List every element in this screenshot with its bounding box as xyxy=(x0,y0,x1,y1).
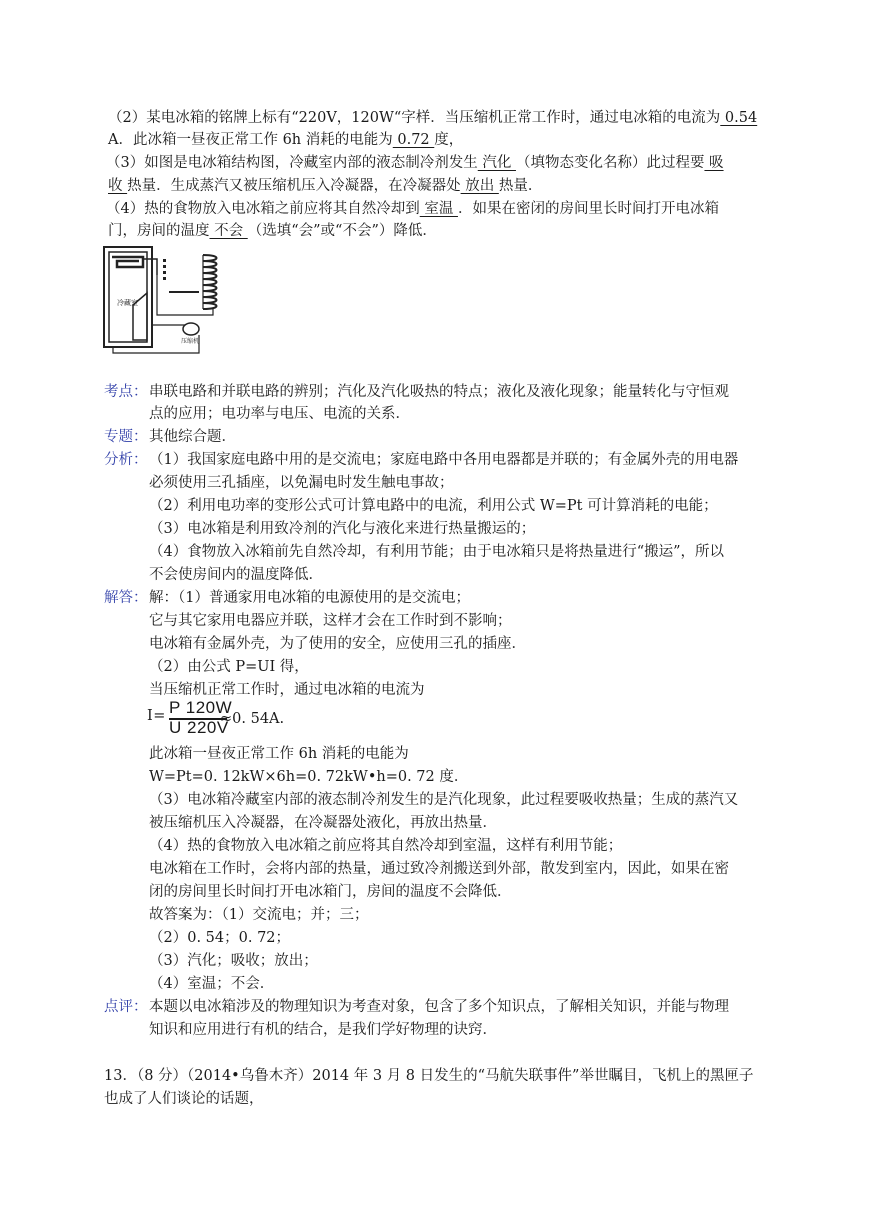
q2-text-3: 度， xyxy=(434,132,464,148)
figure-label-compressor: 压缩机 xyxy=(181,338,200,345)
label-dianping: 点评： xyxy=(104,999,148,1015)
answer-no: 不会 xyxy=(209,223,248,239)
jieda-line-10: （4）热的食物放入电冰箱之前应将其自然冷却到室温，这样有利用节能； xyxy=(149,838,623,854)
q2-line-1 xyxy=(108,108,757,128)
q3-text-2: （填物态变化名称）此过程要 xyxy=(515,155,705,171)
jieda-line-7: W=Pt=0. 12kW×6h=0. 72kW•h=0. 72 度． xyxy=(149,769,469,785)
label-kaodian: 考点： xyxy=(104,384,148,400)
q13-line-1: 13．（8 分）（2014•乌鲁木齐）2014 年 3 月 8 日发生的“马航失联事件”举世瞩目，飞机上的黑匣子 xyxy=(104,1068,754,1084)
jieda-line-14: （2）0. 54；0. 72； xyxy=(149,930,291,946)
jieda-line-3: 电冰箱有金属外壳，为了使用的安全，应使用三孔的插座． xyxy=(149,636,526,652)
fenxi-line-2: 必须使用三孔插座，以免漏电时发生触电事故； xyxy=(149,475,454,491)
jieda-line-1: 解：（1）普通家用电冰箱的电源使用的是交流电； xyxy=(149,590,470,606)
jieda-line-16: （4）室温；不会． xyxy=(149,976,275,992)
jieda-line-6: 此冰箱一昼夜正常工作 6h 消耗的电能为 xyxy=(149,746,409,762)
formula-numerator: P 120W xyxy=(169,698,233,717)
jieda-line-5: 当压缩机正常工作时，通过电冰箱的电流为 xyxy=(149,682,425,698)
dianping-line-1: 本题以电冰箱涉及的物理知识为考查对象，包含了多个知识点，了解相关知识，并能与物理 xyxy=(149,999,729,1015)
q4-text-3: 门，房间的温度 xyxy=(108,223,210,239)
label-jieda: 解答： xyxy=(104,590,148,606)
jieda-line-8: （3）电冰箱冷藏室内部的液态制冷剂发生的是汽化现象，此过程要吸收热量；生成的蒸汽又 xyxy=(149,792,739,808)
fenxi-line-5: （4）食物放入冰箱前先自然冷却，有利用节能；由于电冰箱只是将热量进行“搬运”，所以 xyxy=(149,544,725,560)
formula-denominator: U 220V xyxy=(169,718,229,737)
fenxi-line-1: （1）我国家庭电路中用的是交流电；家庭电路中各用电器都是并联的；有金属外壳的用电器 xyxy=(149,452,739,468)
formula-lhs: I= xyxy=(147,708,166,724)
jieda-line-4: （2）由公式 P=UI 得， xyxy=(149,659,309,675)
jieda-line-12: 闭的房间里长时间打开电冰箱门，房间的温度不会降低． xyxy=(149,884,512,900)
jieda-line-2: 它与其它家用电器应并联，这样才会在工作时到不影响； xyxy=(149,613,512,629)
answer-vaporize: 汽化 xyxy=(477,155,516,171)
kaodian-line-1: 串联电路和并联电路的辨别；汽化及汽化吸热的特点；液化及液化现象；能量转化与守恒观 xyxy=(149,384,729,400)
q3-line-2 xyxy=(108,176,542,196)
jieda-line-11: 电冰箱在工作时，会将内部的热量，通过致冷剂搬送到外部，散发到室内，因此，如果在密 xyxy=(149,861,729,877)
figure-label-cold-room: 冷藏室 xyxy=(117,299,138,307)
q4-line-1 xyxy=(106,199,719,219)
answer-absorb-cont: 收 xyxy=(108,178,128,194)
q3-line-1 xyxy=(106,153,724,173)
dianping-line-2: 知识和应用进行有机的结合，是我们学好物理的诀窍． xyxy=(149,1022,497,1038)
q13-line-2: 也成了人们谈论的话题， xyxy=(104,1091,264,1107)
refrigerator-structure-figure xyxy=(103,245,241,357)
jieda-line-13: 故答案为：（1）交流电；并；三； xyxy=(149,907,369,923)
label-fenxi: 分析： xyxy=(104,452,148,468)
q4-line-2 xyxy=(108,221,437,241)
answer-current: 0.54 xyxy=(720,110,758,126)
jieda-line-9: 被压缩机压入冷凝器，在冷凝器处液化，再放出热量． xyxy=(149,815,497,831)
jieda-line-15: （3）汽化；吸收；放出； xyxy=(149,953,318,969)
fenxi-line-3: （2）利用电功率的变形公式可计算电路中的电流，利用公式 W=Pt 可计算消耗的电能； xyxy=(149,498,718,514)
fenxi-line-6: 不会使房间内的温度降低． xyxy=(149,567,323,583)
q3-text-4: 热量． xyxy=(498,178,543,194)
answer-release: 放出 xyxy=(460,178,499,194)
q4-text-2: ．如果在密闭的房间里长时间打开电冰箱 xyxy=(457,201,719,217)
q2-line-2 xyxy=(108,130,463,150)
q3-text: （3）如图是电冰箱结构图，冷藏室内部的液态制冷剂发生 xyxy=(106,155,478,171)
label-zhuanti: 专题： xyxy=(104,429,148,445)
zhuanti-text: 其他综合题． xyxy=(149,429,236,445)
q2-text-2: A．此冰箱一昼夜正常工作 6h 消耗的电能为 xyxy=(108,132,393,148)
q3-text-3: 热量．生成蒸汽又被压缩机压入冷凝器，在冷凝器处 xyxy=(127,178,461,194)
answer-room-temp: 室温 xyxy=(419,201,458,217)
q4-text-4: （选填“会”或“不会”）降低． xyxy=(247,223,437,239)
kaodian-line-2: 点的应用；电功率与电压、电流的关系． xyxy=(149,406,410,422)
formula-rhs: ≈0. 54A. xyxy=(220,711,285,727)
q2-text: （2）某电冰箱的铭牌上标有“220V，120W“字样．当压缩机正常工作时，通过电冰箱的电流为 xyxy=(108,110,721,126)
answer-absorb: 吸 xyxy=(704,155,724,171)
answer-energy: 0.72 xyxy=(392,132,435,148)
q4-text: （4）热的食物放入电冰箱之前应将其自然冷却到 xyxy=(106,201,420,217)
fenxi-line-4: （3）电冰箱是利用致冷剂的汽化与液化来进行热量搬运的； xyxy=(149,521,536,537)
